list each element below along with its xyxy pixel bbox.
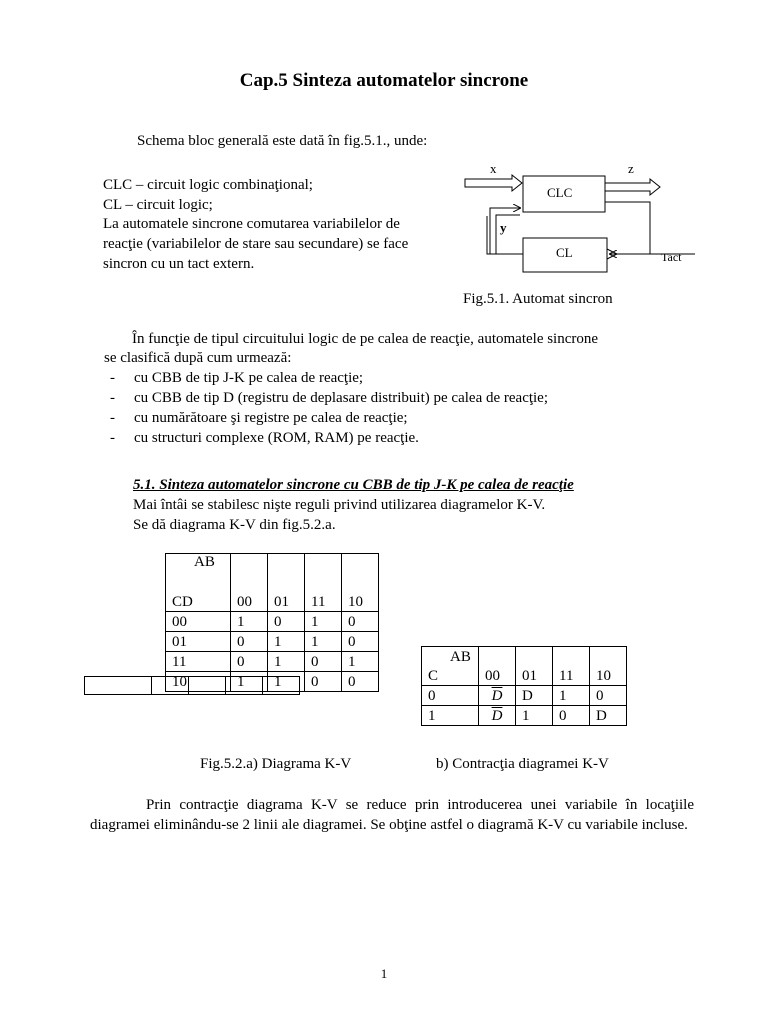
table-row (85, 677, 300, 695)
kv-a-row-label: 01 (166, 632, 231, 652)
clc-to-cl-line (605, 202, 650, 254)
kv-b-cell (479, 706, 516, 726)
kv-b-blank (590, 647, 627, 667)
para2-line2: Se dă diagrama K-V din fig.5.2.a. (133, 517, 336, 533)
kv-table-b (421, 646, 627, 726)
z-output-arrow (605, 179, 660, 195)
kv-b-col: 11 (553, 666, 590, 686)
page-title: Cap.5 Sinteza automatelor sincrone (239, 70, 529, 91)
def-line-4: reacţie (variabilelor de stare sau secundare) se face (103, 236, 409, 252)
kv-b-col: 10 (590, 666, 627, 686)
table-row (166, 612, 379, 632)
kv-a-side-label: CD (166, 592, 231, 612)
para2-line1: Mai întâi se stabilesc nişte reguli privind utilizarea diagramelor K-V. (133, 497, 546, 513)
list-item: - cu numărătoare şi registre pe calea de reacţie; (110, 410, 408, 426)
section-heading: 5.1. Sinteza automatelor sincrone cu CBB de tip J-K pe calea de reacţie (133, 477, 574, 493)
kv-a-cell: 1 (305, 612, 342, 632)
fig51-caption: Fig.5.1. Automat sincron (463, 291, 613, 307)
kv-b-cell: 1 (553, 686, 590, 706)
kv-b-blank (479, 647, 516, 667)
kv-a-col: 11 (305, 592, 342, 612)
empty-cell (263, 677, 300, 695)
kv-a-cell: 0 (268, 612, 305, 632)
kv-b-row-label: 0 (422, 686, 479, 706)
kv-a-blank (342, 554, 379, 593)
kv-a-cell: 1 (268, 672, 305, 692)
kv-a-row-label: 00 (166, 612, 231, 632)
list-item: - cu CBB de tip D (registru de deplasare distribuit) pe calea de reacţie; (110, 390, 549, 406)
list-item: - cu structuri complexe (ROM, RAM) pe reacţie. (110, 430, 419, 446)
table-row (422, 706, 627, 726)
block-diagram (460, 158, 700, 278)
fig52a-caption: Fig.5.2.a) Diagrama K-V (200, 756, 352, 772)
table-row (166, 592, 379, 612)
kv-a-cell: 0 (342, 632, 379, 652)
kv-a-cell: 1 (342, 652, 379, 672)
list-item: - cu CBB de tip J-K pe calea de reacţie; (110, 370, 364, 386)
def-cl: CL – circuit logic; (103, 197, 213, 213)
label-y: y (500, 220, 507, 235)
kv-a-cell: 1 (268, 652, 305, 672)
label-tact: Tact (661, 250, 682, 264)
kv-b-top-label: AB (422, 647, 479, 667)
kv-b-cell: D (516, 686, 553, 706)
kv-a-corner (231, 554, 268, 593)
kv-a-cell: 1 (268, 632, 305, 652)
kv-b-negated-d: $\overline{D}$ (491, 708, 503, 724)
kv-b-cell: 1 (516, 706, 553, 726)
kv-a-blank (305, 554, 342, 593)
empty-cell (152, 677, 189, 695)
kv-b-cell: 0 (590, 686, 627, 706)
table-row (166, 632, 379, 652)
table-row (166, 554, 379, 593)
kv-b-cell (479, 686, 516, 706)
cl-label: CL (556, 245, 573, 260)
kv-b-side-label: C (422, 666, 479, 686)
kv-a-cell: 0 (305, 672, 342, 692)
kv-a-top-label: AB (166, 554, 231, 593)
kv-a-cell: 0 (342, 672, 379, 692)
fig52b-caption: b) Contracţia diagramei K-V (436, 756, 609, 772)
kv-a-cell: 1 (305, 632, 342, 652)
intro-text: Schema bloc generală este dată în fig.5.1., unde: (137, 133, 428, 149)
kv-b-cell: 0 (553, 706, 590, 726)
kv-a-cell: 0 (231, 652, 268, 672)
kv-a-col: 10 (342, 592, 379, 612)
kv-a-col: 00 (231, 592, 268, 612)
empty-cell (189, 677, 226, 695)
kv-a-cell: 1 (231, 672, 268, 692)
empty-cell (226, 677, 263, 695)
kv-a-col: 01 (268, 592, 305, 612)
table-row (422, 686, 627, 706)
kv-a-cell: 0 (231, 632, 268, 652)
kv-a-row-label: 10 (166, 672, 231, 692)
kv-a-row-label: 11 (166, 652, 231, 672)
kv-b-blank (516, 647, 553, 667)
kv-a-cell: 0 (342, 612, 379, 632)
para3: Prin contracţie diagrama K-V se reduce prin introducerea unei variabile în locaţiile diagramei eliminându-se 2 linii ale diagramei. Se obţine astfel o diagramă K-V cu variabile incluse. (90, 797, 694, 833)
kv-a-cell: 0 (305, 652, 342, 672)
table-row (166, 652, 379, 672)
kv-b-negated-d: $\overline{D}$ (491, 688, 503, 704)
label-x: x (490, 161, 497, 176)
x-input-arrow (465, 175, 522, 191)
kv-a-cell: 1 (231, 612, 268, 632)
def-line-3: La automatele sincrone comutarea variabilelor de (103, 216, 400, 232)
table-row (422, 647, 627, 667)
def-clc: CLC – circuit logic combinaţional; (103, 177, 313, 193)
kv-a-blank (268, 554, 305, 593)
clc-label: CLC (547, 185, 573, 200)
para1-line1: În funcţie de tipul circuitului logic de pe calea de reacţie, automatele sincrone (132, 331, 599, 347)
kv-table-a (165, 553, 379, 692)
kv-b-cell: D (590, 706, 627, 726)
para1-line2: se clasifică după cum urmează: (104, 350, 292, 366)
table-row (422, 666, 627, 686)
kv-b-col: 01 (516, 666, 553, 686)
kv-empty-row (84, 676, 300, 695)
kv-b-row-label: 1 (422, 706, 479, 726)
def-line-5: sincron cu un tact extern. (103, 256, 255, 272)
empty-cell (85, 677, 152, 695)
kv-b-col: 00 (479, 666, 516, 686)
label-z: z (628, 161, 634, 176)
page-number: 1 (380, 966, 388, 981)
kv-b-blank (553, 647, 590, 667)
